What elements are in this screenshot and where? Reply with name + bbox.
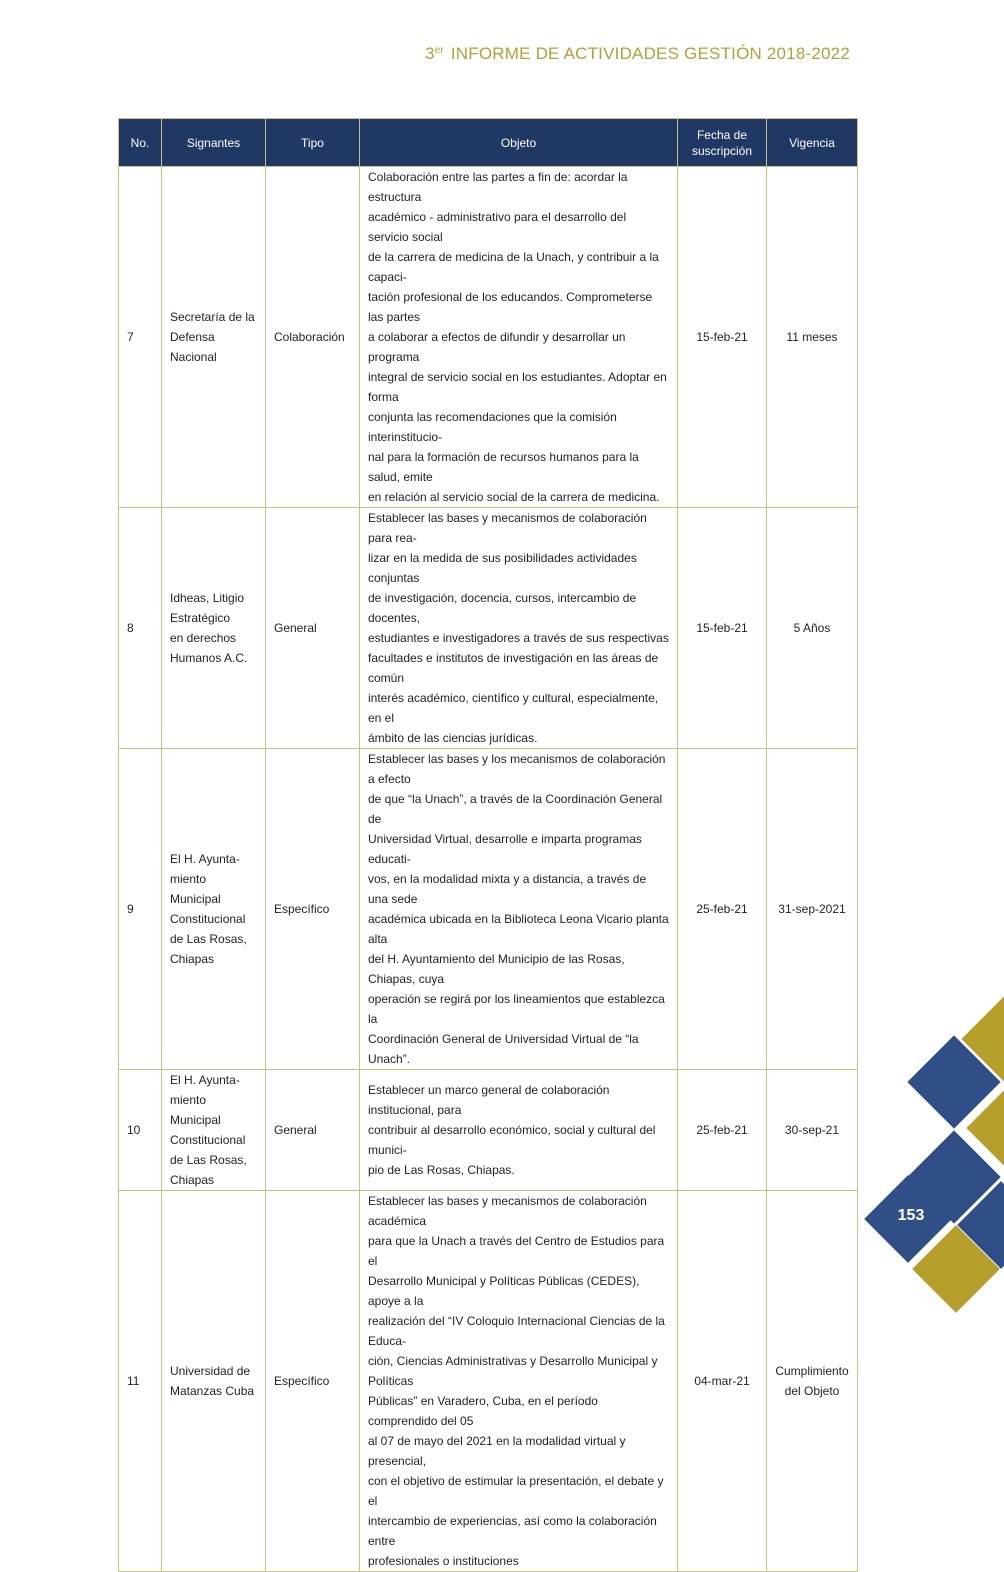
objeto-line: de que “la Unach”, a través de la Coordinación General de — [368, 792, 663, 826]
objeto-line: de la carrera de medicina de la Unach, y contribuir a la capaci- — [368, 250, 659, 284]
objeto-line: académico - administrativo para el desarrollo del servicio social — [368, 210, 627, 244]
signantes-line: El H. Ayunta- — [170, 852, 240, 866]
cell-fecha: 25-feb-21 — [678, 749, 767, 1070]
objeto-line: ción, Ciencias Administrativas y Desarrollo Municipal y Políticas — [368, 1354, 658, 1388]
cell-fecha: 04-mar-21 — [678, 1191, 767, 1572]
cell-signantes — [162, 508, 266, 749]
objeto-line: contribuir al desarrollo económico, social y cultural del munici- — [368, 1123, 656, 1157]
table-row — [119, 1191, 858, 1572]
cell-objeto — [360, 167, 678, 508]
objeto-line: para que la Unach a través del Centro de Estudios para el — [368, 1234, 665, 1268]
vigencia-line: Cumplimiento — [775, 1364, 849, 1378]
signantes-line: Defensa Nacional — [170, 330, 217, 364]
cell-vigencia — [767, 1191, 858, 1572]
objeto-line: a colaborar a efectos de difundir y desarrollar un programa — [368, 330, 626, 364]
signantes-line: Matanzas Cuba — [170, 1384, 255, 1398]
objeto-line: lizar en la medida de sus posibilidades actividades conjuntas — [368, 551, 637, 585]
objeto-line: de investigación, docencia, cursos, intercambio de docentes, — [368, 591, 637, 625]
signantes-line: en derechos — [170, 631, 237, 645]
signantes-line: Idheas, Litigio — [170, 591, 245, 605]
header-superscript: er — [434, 45, 444, 56]
cell-signantes — [162, 1191, 266, 1572]
cell-signantes — [162, 167, 266, 508]
cell-no: 10 — [119, 1070, 162, 1191]
objeto-line: conjunta las recomendaciones que la comisión interinstitucio- — [368, 410, 617, 444]
objeto-line: nal para la formación de recursos humanos para la salud, emite — [368, 450, 639, 484]
cell-tipo: Específico — [266, 749, 360, 1070]
objeto-line: Colaboración entre las partes a fin de: acordar la estructura — [368, 170, 628, 204]
objeto-line: Establecer las bases y los mecanismos de colaboración a efecto — [368, 752, 666, 786]
vigencia-line: 31-sep-2021 — [778, 902, 846, 916]
objeto-line: pio de Las Rosas, Chiapas. — [368, 1163, 515, 1177]
objeto-line: Coordinación General de Universidad Virtual de “la Unach”. — [368, 1032, 639, 1066]
column-header-tipo: Tipo — [266, 119, 360, 167]
cell-no: 11 — [119, 1191, 162, 1572]
cell-tipo: General — [266, 1070, 360, 1191]
column-header-no: No. — [119, 119, 162, 167]
table-row — [119, 1070, 858, 1191]
signantes-line: Universidad de — [170, 1364, 251, 1378]
vigencia-line: del Objeto — [784, 1384, 840, 1398]
signantes-line: Constitucional — [170, 1133, 246, 1147]
page-number: 153 — [897, 1207, 925, 1224]
cell-fecha: 15-feb-21 — [678, 508, 767, 749]
signantes-line: de Las Rosas, — [170, 932, 247, 946]
cell-no: 7 — [119, 167, 162, 508]
report-header-title — [425, 44, 850, 64]
objeto-line: facultades e institutos de investigación en las áreas de común — [368, 651, 659, 685]
objeto-line: Establecer las bases y mecanismos de colaboración académica — [368, 1194, 647, 1228]
objeto-line: tación profesional de los educandos. Comprometerse las partes — [368, 290, 653, 324]
signantes-line: miento Municipal — [170, 1093, 221, 1127]
objeto-line: con el objetivo de estimular la presentación, el debate y el — [368, 1474, 664, 1508]
objeto-line: profesionales o instituciones — [368, 1554, 519, 1568]
cell-tipo: Específico — [266, 1191, 360, 1572]
signantes-line: Constitucional — [170, 912, 246, 926]
signantes-line: Chiapas — [170, 952, 215, 966]
table-row — [119, 749, 858, 1070]
convenios-table — [118, 118, 858, 1572]
vigencia-line: 11 meses — [786, 330, 838, 344]
signantes-line: Estratégico — [170, 611, 231, 625]
cell-vigencia — [767, 167, 858, 508]
cell-vigencia — [767, 508, 858, 749]
cell-objeto — [360, 1191, 678, 1572]
cell-objeto — [360, 508, 678, 749]
signantes-line: Humanos A.C. — [170, 651, 248, 665]
column-header-fecha: Fecha de suscripción — [678, 119, 767, 167]
signantes-line: Secretaría de la — [170, 310, 255, 324]
cell-fecha: 15-feb-21 — [678, 167, 767, 508]
cell-fecha: 25-feb-21 — [678, 1070, 767, 1191]
objeto-line: Desarrollo Municipal y Políticas Públicas (CEDES), apoye a la — [368, 1274, 640, 1308]
column-header-vigencia: Vigencia — [767, 119, 858, 167]
header-title-text: INFORME DE ACTIVIDADES GESTIÓN 2018-2022 — [450, 44, 850, 63]
objeto-line: interés académico, científico y cultural, especialmente, en el — [368, 691, 659, 725]
signantes-line: miento Municipal — [170, 872, 221, 906]
column-header-objeto: Objeto — [360, 119, 678, 167]
vigencia-line: 5 Años — [793, 621, 831, 635]
objeto-line: intercambio de experiencias, así como la colaboración entre — [368, 1514, 657, 1548]
cell-tipo: General — [266, 508, 360, 749]
table-row — [119, 167, 858, 508]
cell-signantes — [162, 749, 266, 1070]
cell-vigencia — [767, 749, 858, 1070]
cell-tipo: Colaboración — [266, 167, 360, 508]
objeto-line: vos, en la modalidad mixta y a distancia, a través de una sede — [368, 872, 647, 906]
objeto-line: Públicas” en Varadero, Cuba, en el período comprendido del 05 — [368, 1394, 598, 1428]
cell-objeto — [360, 749, 678, 1070]
cell-signantes — [162, 1070, 266, 1191]
objeto-line: operación se regirá por los lineamientos que establezca la — [368, 992, 665, 1026]
header-number: 3 — [424, 44, 435, 63]
cell-vigencia — [767, 1070, 858, 1191]
objeto-line: Establecer las bases y mecanismos de colaboración para rea- — [368, 511, 647, 545]
cell-no: 9 — [119, 749, 162, 1070]
table-row — [119, 508, 858, 749]
vigencia-line: 30-sep-21 — [784, 1123, 840, 1137]
objeto-line: del H. Ayuntamiento del Municipio de las Rosas, Chiapas, cuya — [368, 952, 625, 986]
objeto-line: realización del “IV Coloquio Internacional Ciencias de la Educa- — [368, 1314, 665, 1348]
objeto-line: en relación al servicio social de la carrera de medicina. — [368, 490, 660, 504]
objeto-line: académica ubicada en la Biblioteca Leona Vicario planta alta — [368, 912, 669, 946]
cell-objeto — [360, 1070, 678, 1191]
objeto-line: estudiantes e investigadores a través de sus respectivas — [368, 631, 669, 645]
table-header-row — [119, 119, 858, 167]
objeto-line: Universidad Virtual, desarrolle e imparta programas educati- — [368, 832, 642, 866]
signantes-line: El H. Ayunta- — [170, 1073, 240, 1087]
cell-no: 8 — [119, 508, 162, 749]
objeto-line: integral de servicio social en los estudiantes. Adoptar en forma — [368, 370, 667, 404]
objeto-line: al 07 de mayo del 2021 en la modalidad virtual y presencial, — [368, 1434, 626, 1468]
objeto-line: Establecer un marco general de colaboración institucional, para — [368, 1083, 610, 1117]
objeto-line: ámbito de las ciencias jurídicas. — [368, 731, 538, 745]
signantes-line: Chiapas — [170, 1173, 215, 1187]
signantes-line: de Las Rosas, — [170, 1153, 247, 1167]
column-header-signantes: Signantes — [162, 119, 266, 167]
